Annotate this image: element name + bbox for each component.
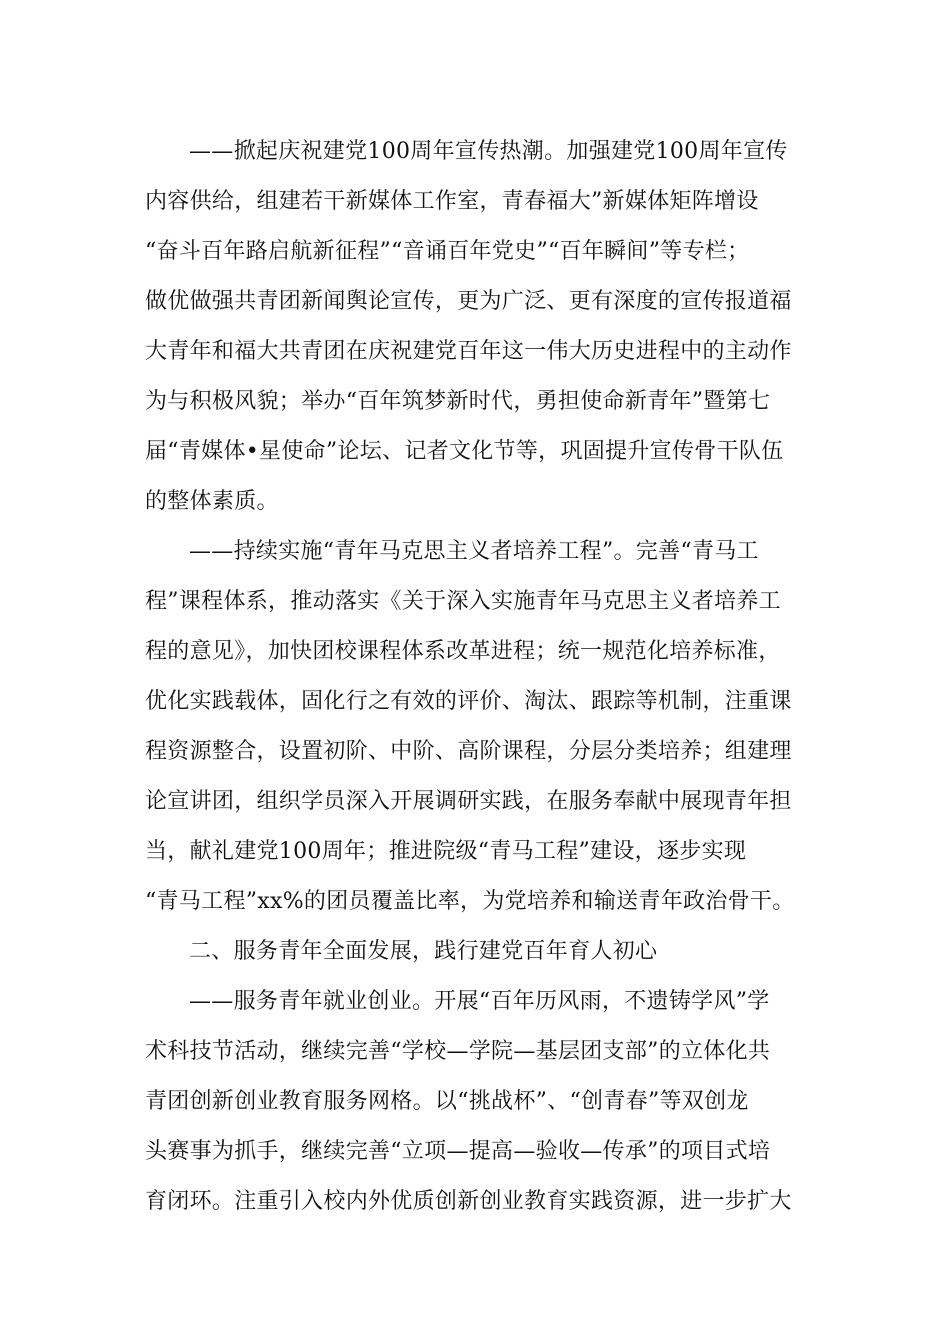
paragraph-3-line-2: 术科技节活动，继续完善“学校—学院—基层团支部”的立体化共 — [145, 1039, 771, 1064]
paragraph-3-line-4: 头赛事为抓手，继续完善“立项—提高—验收—传承”的项目式培 — [145, 1139, 771, 1164]
paragraph-3-line-5: 育闭环。注重引入校内外优质创新创业教育实践资源，进一步扩大 — [145, 1189, 792, 1214]
paragraph-1-line-2: 内容供给，组建若干新媒体工作室，青春福大”新媒体矩阵增设 — [145, 189, 759, 214]
paragraph-3-line-1: ——服务青年就业创业。开展“百年历风雨，不遗铸学风”学 — [189, 989, 770, 1014]
paragraph-1-line-3: “奋斗百年路启航新征程”“音诵百年党史”“百年瞬间”等专栏； — [145, 239, 750, 264]
paragraph-2-line-5: 程资源整合，设置初阶、中阶、高阶课程，分层分类培养；组建理 — [145, 739, 792, 764]
paragraph-2-line-7: 当，献礼建党100周年；推进院级“青马工程”建设，逐步实现 — [145, 839, 747, 864]
paragraph-2-line-4: 优化实践载体，固化行之有效的评价、淘汰、跟踪等机制，注重课 — [145, 689, 792, 714]
paragraph-2-line-1: ——持续实施“青年马克思主义者培养工程”。完善“青马工 — [189, 539, 759, 564]
paragraph-2-line-8: “青马工程”xx%的团员覆盖比率，为党培养和输送青年政治骨干。 — [145, 889, 795, 914]
section-heading: 二、服务青年全面发展，践行建党百年育人初心 — [189, 939, 658, 964]
paragraph-1-line-6: 为与积极风貌；举办“百年筑梦新时代，勇担使命新青年”暨第七 — [145, 389, 771, 414]
paragraph-1-line-4: 做优做强共青团新闻舆论宣传，更为广泛、更有深度的宣传报道福 — [145, 289, 792, 314]
paragraph-2-line-2: 程”课程体系，推动落实《关于深入实施青年马克思主义者培养工 — [145, 589, 781, 614]
paragraph-3-line-3: 青团创新创业教育服务网格。以“挑战杯”、“创青春”等双创龙 — [145, 1089, 749, 1114]
paragraph-2-line-3: 程的意见》，加快团校课程体系改革进程；统一规范化培养标准， — [145, 639, 781, 664]
paragraph-1-line-7: 届“青媒体•星使命”论坛、记者文化节等，巩固提升宣传骨干队伍 — [145, 439, 784, 464]
paragraph-1-line-5: 大青年和福大共青团在庆祝建党百年这一伟大历史进程中的主动作 — [145, 339, 792, 364]
paragraph-1-line-1: ——掀起庆祝建党100周年宣传热潮。加强建党100周年宣传 — [189, 139, 788, 164]
paragraph-2-line-6: 论宣讲团，组织学员深入开展调研实践，在服务奉献中展现青年担 — [145, 789, 792, 814]
paragraph-1-line-8: 的整体素质。 — [145, 489, 279, 514]
